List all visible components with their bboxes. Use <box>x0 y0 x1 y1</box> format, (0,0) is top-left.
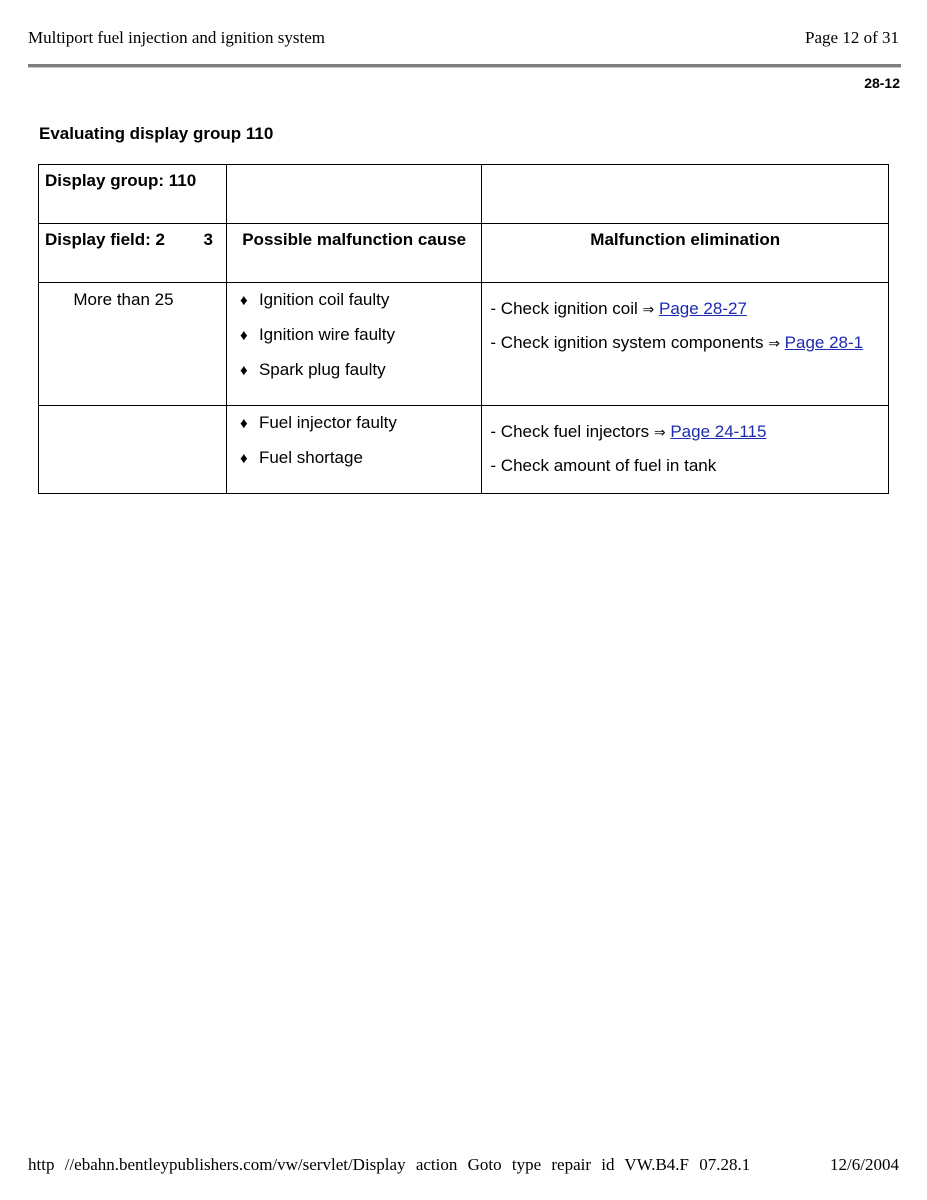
display-field-label: Display field: 2 <box>45 230 165 249</box>
arrow-right-icon: ⇒ <box>653 424 666 440</box>
list-item <box>240 360 481 381</box>
diamond-bullet-icon: ♦ <box>239 362 248 379</box>
action-item <box>490 421 880 443</box>
action-item <box>490 455 880 476</box>
display-group-cell: Display group: 110 <box>39 165 227 224</box>
empty-cell <box>482 165 889 224</box>
arrow-right-icon: ⇒ <box>768 335 780 351</box>
action-list <box>482 283 888 354</box>
cause-text: Ignition coil faulty <box>258 290 390 309</box>
cause-cell <box>226 283 481 406</box>
footer-url: http //ebahn.bentleypublishers.com/vw/servlet/Display action Goto type repair id VW.B4.F 07.28.1 <box>28 1155 751 1174</box>
cause-text: Fuel shortage <box>258 448 363 467</box>
diamond-bullet-icon: ♦ <box>239 327 248 344</box>
display-field-number: 3 <box>203 230 213 249</box>
action-text: - Check ignition system components <box>490 333 769 352</box>
display-field-cell <box>39 224 227 283</box>
page-link[interactable]: Page 28-27 <box>659 299 747 318</box>
page-link[interactable]: Page 24-115 <box>670 422 767 441</box>
section-heading: Evaluating display group 110 <box>39 124 274 143</box>
table-header-row <box>39 224 889 283</box>
display-group-table <box>38 164 889 494</box>
action-text: - Check ignition coil <box>490 299 643 318</box>
diamond-bullet-icon: ♦ <box>239 292 248 309</box>
arrow-right-icon: ⇒ <box>642 301 655 317</box>
document-title: Multiport fuel injection and ignition system <box>28 28 325 47</box>
list-item <box>240 448 481 469</box>
section-id: 28-12 <box>864 75 900 91</box>
empty-cell <box>226 165 481 224</box>
cause-list <box>227 283 481 381</box>
elimination-cell <box>482 406 889 494</box>
list-item <box>240 290 481 311</box>
table-row <box>39 406 889 494</box>
diamond-bullet-icon: ♦ <box>239 450 248 467</box>
cause-cell <box>226 406 481 494</box>
cause-text: Spark plug faulty <box>258 360 386 379</box>
action-text: - Check fuel injectors <box>490 422 654 441</box>
value-cell: More than 25 <box>39 283 227 406</box>
page-link[interactable]: Page 28-1 <box>784 333 864 352</box>
table-row-group <box>39 165 889 224</box>
value-cell <box>39 406 227 494</box>
col-header-cause: Possible malfunction cause <box>226 224 481 283</box>
action-text: - Check amount of fuel in tank <box>490 456 717 475</box>
page-number: Page 12 of 31 <box>805 28 899 47</box>
list-item <box>240 413 481 434</box>
elimination-cell <box>482 283 889 406</box>
cause-text: Ignition wire faulty <box>258 325 396 344</box>
diamond-bullet-icon: ♦ <box>239 415 248 432</box>
action-item <box>490 298 880 320</box>
footer-date: 12/6/2004 <box>830 1155 899 1174</box>
cause-list <box>227 406 481 469</box>
header-divider <box>28 64 901 68</box>
table-row <box>39 283 889 406</box>
page-footer <box>28 1155 899 1175</box>
cause-text: Fuel injector faulty <box>258 413 397 432</box>
action-list <box>482 406 888 476</box>
action-item <box>490 332 880 354</box>
col-header-elimination: Malfunction elimination <box>482 224 889 283</box>
list-item <box>240 325 481 346</box>
